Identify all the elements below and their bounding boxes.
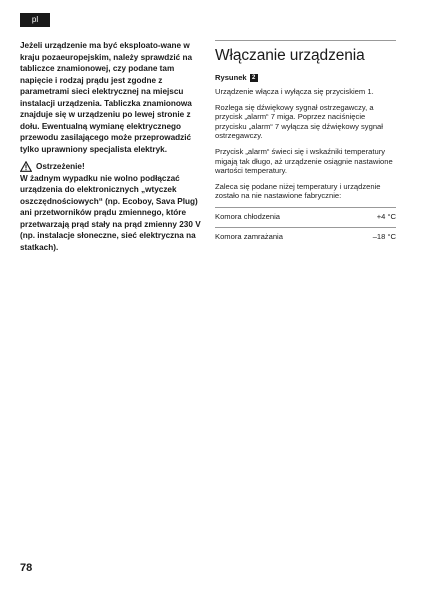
paragraph-power-button: Urządzenie włącza i wyłącza się przyciskiem 1. (215, 87, 374, 96)
right-column (215, 40, 396, 247)
warning-text: W żadnym wypadku nie wolno podłączać urządzenia do elektronicznych „wtyczek oszczędnościowych“ (np. Ecoboy, Sava Plug) ani przetworników prądu zmiennego, które przetwarzają prąd stały na prąd zmienny 230 V (np. instalacje słoneczne, sieć elektryczna na statkach). (20, 173, 201, 252)
warning-title: Ostrzeżenie! (36, 162, 85, 171)
temp-value: –18 °C (372, 231, 396, 241)
temp-row-freezer (215, 227, 396, 247)
title-rule (215, 40, 396, 41)
paragraph-recommended-temps: Zaleca się podane niżej temperatury i urządzenie zostało na nie nastawione fabrycznie: (215, 181, 381, 201)
warning-triangle-icon (20, 161, 32, 172)
left-column (20, 40, 204, 253)
temp-value: +4 °C (376, 211, 396, 221)
paragraph-alarm-signal: Rozlega się dźwiękowy sygnał ostrzegawczy, a przycisk „alarm“ 7 miga. Poprzez naciśnięcie przycisku „alarm“ 7 wyłącza się dźwiękowy sygnał ostrzegawczy. (215, 102, 383, 141)
section-title: Włączanie urządzenia (215, 47, 365, 64)
temp-label: Komora chłodzenia (215, 211, 281, 221)
temp-row-fridge (215, 207, 396, 227)
paragraph-alarm-lights: Przycisk „alarm“ świeci się i wskaźniki temperatury migają tak długo, aż urządzenie osiągnie nastawione wartości temperatury. (215, 146, 393, 176)
figure-label: Rysunek (215, 73, 247, 82)
warning-heading (20, 161, 204, 173)
page-number: 78 (20, 562, 33, 574)
figure-number-badge: 2 (250, 74, 258, 82)
figure-reference (215, 73, 396, 82)
temp-label: Komora zamrażania (215, 231, 283, 241)
language-tab: pl (20, 13, 50, 27)
installation-paragraph: Jeżeli urządzenie ma być eksploato-wane w kraju pozaeuropejskim, należy sprawdzić na tabliczce znamionowej, czy podane tam napięcie i rodzaj prądu jest zgodne z parametrami sieci elektrycznej na miejscu instalacji urządzenia. Tabliczka znamionowa znajduje się w urządzeniu po lewej stronie z dołu. Ewentualną wymianę elektrycznego przewodu zasilającego może przeprowadzić tylko uprawniony specjalista elektryk. (20, 41, 192, 154)
